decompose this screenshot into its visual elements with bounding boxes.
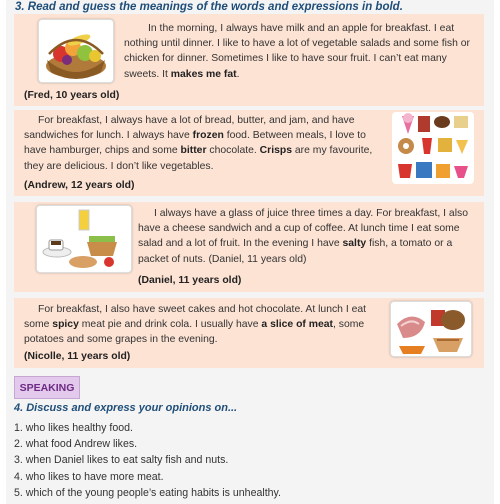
list-item: 2. what food Andrew likes. (14, 438, 138, 451)
text-card-andrew (14, 110, 484, 196)
exercise-3-heading: 3. Read and guess the meanings of the words and expressions in bold. (15, 1, 403, 13)
list-item: 3. when Daniel likes to eat salty fish and nuts. (14, 454, 229, 467)
question-list (14, 420, 281, 501)
text-card-daniel (14, 202, 484, 292)
daniel-text: I always have a glass of juice three times a day. For breakfast, I also have a cheese sandwich and a cup of coffee. At lunch time I eat some salad and a lot of fruit. In the evening I have salty fish, a tomato or a packet of nuts. (Daniel, 11 years old) (138, 208, 468, 265)
speaking-badge: SPEAKING (14, 376, 80, 399)
andrew-signature: (Andrew, 12 years old) (24, 180, 135, 191)
text-card-fred (14, 14, 484, 106)
junk-food-collage-icon (392, 112, 474, 184)
bold-word: frozen (192, 130, 224, 142)
exercise-4-heading: 4. Discuss and express your opinions on... (14, 402, 238, 414)
breakfast-table-icon (36, 205, 132, 273)
bold-word: Crisps (259, 145, 292, 157)
fred-signature: (Fred, 10 years old) (24, 90, 120, 101)
daniel-signature: (Daniel, 11 years old) (138, 275, 242, 286)
list-item: 5. which of the young people’s eating habits is unhealthy. (14, 486, 281, 499)
fruit-basket-icon (38, 19, 114, 83)
bold-phrase: makes me fat (170, 68, 237, 80)
fred-text: In the morning, I always have milk and an apple for breakfast. I eat nothing until dinner. I like to have a lot of vegetable salads and some fish or chicken for dinner. Sometimes I like to have sour fruit. I can’t eat many sweets. It makes me fat. (124, 23, 470, 80)
meat-and-pie-icon (390, 301, 472, 357)
nicolle-signature: (Nicolle, 11 years old) (24, 351, 131, 362)
bold-word: bitter (180, 145, 207, 157)
text-card-nicolle (14, 298, 484, 368)
andrew-text: For breakfast, I always have a lot of bread, butter, and jam, and have sandwiches for lunch. I always have frozen food. Between meals, I love to have hamburger, chips and some bitter chocolate. Crisps are my favourite, they are delicious. I don’t like vegetables. (24, 115, 373, 172)
list-item: 4. who likes to have more meat. (14, 470, 164, 483)
nicolle-text: For breakfast, I also have sweet cakes and hot chocolate. At lunch I eat some spicy meat pie and drink cola. I usually have a slice of meat, some potatoes and some grapes in the evening. (24, 304, 367, 346)
bold-word: salty (342, 238, 367, 250)
bold-phrase: a slice of meat (261, 319, 334, 331)
bold-word: spicy (52, 319, 79, 331)
textbook-page (6, 0, 494, 504)
list-item: 1. who likes healthy food. (14, 422, 133, 434)
